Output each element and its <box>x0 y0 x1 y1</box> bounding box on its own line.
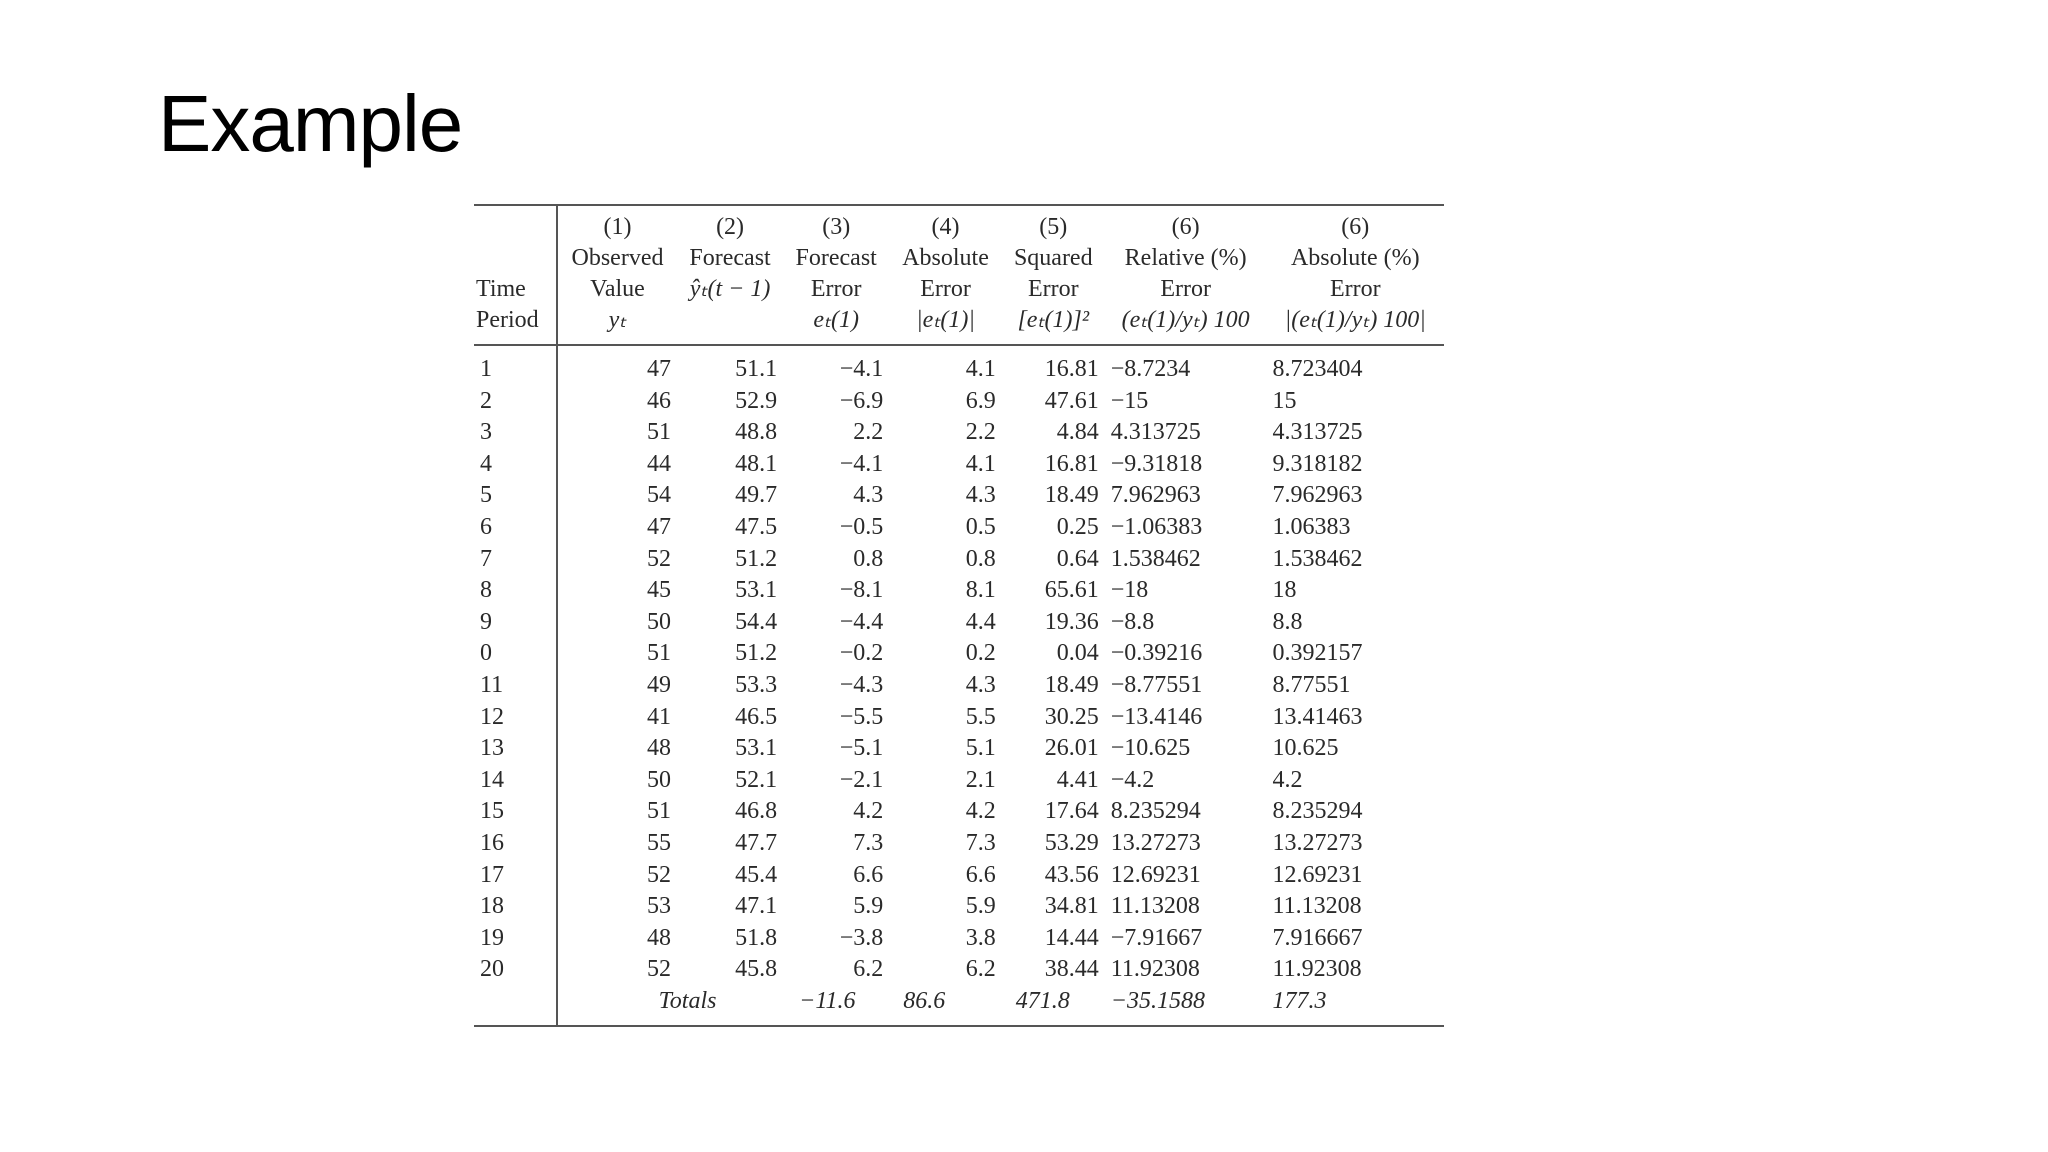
cell-forecast: 49.7 <box>735 482 778 509</box>
table-row <box>474 796 1444 828</box>
cell-forecast-error: −5.1 <box>839 735 884 762</box>
cell-observed-value: 46 <box>646 387 671 414</box>
cell-forecast: 52.9 <box>735 387 778 414</box>
cell-squared-error: 16.81 <box>1044 450 1099 477</box>
cell-absolute-percent-error: 1.538462 <box>1272 545 1363 572</box>
cell-relative-percent-error: −4.2 <box>1110 766 1155 793</box>
cell-forecast-error: 0.8 <box>853 545 884 572</box>
cell-relative-percent-error: 1.538462 <box>1110 545 1201 572</box>
cell-forecast: 51.2 <box>735 545 778 572</box>
header-line: Error <box>1027 276 1079 302</box>
table-row <box>474 345 1444 386</box>
cell-observed-value: 48 <box>646 735 671 762</box>
cell-observed-value: 51 <box>646 419 671 446</box>
cell-absolute-error: 5.9 <box>965 893 996 920</box>
header-line <box>681 305 779 336</box>
cell-absolute-percent-error: 8.8 <box>1272 608 1303 635</box>
cell-absolute-error: 0.2 <box>965 640 996 667</box>
cell-forecast-error: 7.3 <box>853 829 884 856</box>
cell-forecast: 48.1 <box>735 450 778 477</box>
cell-squared-error: 18.49 <box>1044 671 1099 698</box>
cell-forecast: 46.5 <box>735 703 778 730</box>
table-header <box>474 205 1444 345</box>
cell-observed-value: 52 <box>646 861 671 888</box>
cell-forecast-error: −4.3 <box>839 671 884 698</box>
cell-squared-error: 4.41 <box>1056 766 1099 793</box>
cell-squared-error: 34.81 <box>1044 893 1099 920</box>
cell-observed-value: 48 <box>646 924 671 951</box>
totals-absolute-percent-error: 177.3 <box>1272 987 1327 1014</box>
cell-relative-percent-error: 12.69231 <box>1110 861 1201 888</box>
cell-time-period: 12 <box>474 702 557 734</box>
cell-forecast-error: −8.1 <box>839 577 884 604</box>
cell-absolute-error: 2.2 <box>965 419 996 446</box>
table-footer <box>474 986 1444 1027</box>
cell-relative-percent-error: −18 <box>1110 577 1149 604</box>
cell-forecast: 51.1 <box>735 356 778 382</box>
cell-forecast-error: −0.5 <box>839 513 884 540</box>
header-line: Forecast <box>795 245 877 271</box>
cell-absolute-percent-error: 10.625 <box>1272 735 1339 762</box>
header-time-period <box>474 205 557 345</box>
cell-observed-value: 51 <box>646 798 671 825</box>
totals-label: Totals <box>658 987 717 1014</box>
cell-absolute-error: 0.5 <box>965 513 996 540</box>
header-line: Time <box>476 276 526 302</box>
cell-forecast: 51.8 <box>735 924 778 951</box>
cell-forecast: 52.1 <box>735 766 778 793</box>
totals-period-cell <box>474 986 557 1027</box>
cell-forecast: 53.3 <box>735 671 778 698</box>
cell-absolute-percent-error: 13.27273 <box>1272 829 1363 856</box>
table-row <box>474 670 1444 702</box>
header-line: Period <box>476 307 539 333</box>
cell-absolute-percent-error: 8.77551 <box>1272 671 1351 698</box>
cell-observed-value: 47 <box>646 513 671 540</box>
cell-forecast-error: −4.4 <box>839 608 884 635</box>
cell-relative-percent-error: −8.7234 <box>1110 356 1191 382</box>
cell-relative-percent-error: −8.77551 <box>1110 671 1203 698</box>
cell-forecast-error: −2.1 <box>839 766 884 793</box>
cell-forecast: 48.8 <box>735 419 778 446</box>
table-row <box>474 860 1444 892</box>
table-row <box>474 638 1444 670</box>
header-forecast-error <box>783 205 889 345</box>
cell-forecast: 47.1 <box>735 893 778 920</box>
cell-time-period: 16 <box>474 828 557 860</box>
cell-absolute-percent-error: 11.13208 <box>1272 893 1362 920</box>
cell-absolute-percent-error: 15 <box>1272 387 1297 414</box>
table-row <box>474 386 1444 418</box>
cell-absolute-percent-error: 7.962963 <box>1272 482 1363 509</box>
cell-time-period: 0 <box>474 638 557 670</box>
header-line: eₜ(1) <box>813 307 860 333</box>
cell-forecast-error: −4.1 <box>839 356 884 382</box>
header-row <box>474 205 1444 345</box>
header-line: Error <box>1160 276 1211 302</box>
cell-forecast: 54.4 <box>735 608 778 635</box>
cell-absolute-error: 4.4 <box>965 608 996 635</box>
cell-relative-percent-error: 4.313725 <box>1110 419 1201 446</box>
cell-forecast-error: −5.5 <box>839 703 884 730</box>
cell-absolute-error: 4.2 <box>965 798 996 825</box>
table-row <box>474 575 1444 607</box>
cell-absolute-error: 5.5 <box>965 703 996 730</box>
cell-time-period: 19 <box>474 923 557 955</box>
forecast-error-table <box>474 204 1444 1027</box>
cell-absolute-error: 4.1 <box>965 450 996 477</box>
cell-time-period: 3 <box>474 417 557 449</box>
header-line: |eₜ(1)| <box>916 307 975 333</box>
cell-squared-error: 18.49 <box>1044 482 1099 509</box>
cell-observed-value: 47 <box>646 356 671 382</box>
cell-relative-percent-error: −9.31818 <box>1110 450 1203 477</box>
totals-squared-error: 471.8 <box>1015 987 1070 1014</box>
table-row <box>474 544 1444 576</box>
cell-squared-error: 16.81 <box>1044 356 1099 382</box>
cell-forecast: 51.2 <box>735 640 778 667</box>
header-line: Relative (%) <box>1124 245 1247 271</box>
cell-observed-value: 50 <box>646 608 671 635</box>
cell-time-period: 17 <box>474 860 557 892</box>
cell-forecast: 47.5 <box>735 513 778 540</box>
cell-absolute-error: 6.9 <box>965 387 996 414</box>
header-squared-error <box>1002 205 1105 345</box>
cell-observed-value: 55 <box>646 829 671 856</box>
forecast-error-table-container <box>474 204 1444 1027</box>
table-row <box>474 480 1444 512</box>
cell-squared-error: 53.29 <box>1044 829 1099 856</box>
cell-squared-error: 30.25 <box>1044 703 1099 730</box>
header-line: (6) <box>1341 214 1370 240</box>
header-observed-value <box>557 205 677 345</box>
table-row <box>474 702 1444 734</box>
cell-absolute-percent-error: 7.916667 <box>1272 924 1363 951</box>
cell-relative-percent-error: 8.235294 <box>1110 798 1201 825</box>
cell-absolute-error: 6.2 <box>965 956 996 983</box>
cell-observed-value: 53 <box>646 893 671 920</box>
cell-relative-percent-error: −13.4146 <box>1110 703 1203 730</box>
header-line: (1) <box>603 214 632 240</box>
header-line: Observed <box>571 245 664 271</box>
totals-relative-percent-error: −35.1588 <box>1110 987 1205 1014</box>
cell-forecast: 45.4 <box>735 861 778 888</box>
cell-absolute-percent-error: 18 <box>1272 577 1297 604</box>
cell-relative-percent-error: −10.625 <box>1110 735 1191 762</box>
header-forecast <box>677 205 783 345</box>
cell-absolute-percent-error: 4.2 <box>1272 766 1303 793</box>
cell-time-period: 7 <box>474 544 557 576</box>
table-row <box>474 954 1444 986</box>
slide-title: Example <box>158 79 463 168</box>
cell-absolute-percent-error: 1.06383 <box>1272 513 1351 540</box>
cell-forecast-error: −0.2 <box>839 640 884 667</box>
cell-relative-percent-error: −0.39216 <box>1110 640 1203 667</box>
cell-time-period: 5 <box>474 480 557 512</box>
cell-absolute-error: 4.3 <box>965 482 996 509</box>
cell-relative-percent-error: −15 <box>1110 387 1149 414</box>
cell-absolute-error: 2.1 <box>965 766 996 793</box>
cell-squared-error: 17.64 <box>1044 798 1099 825</box>
cell-time-period: 13 <box>474 733 557 765</box>
table-row <box>474 449 1444 481</box>
table-row <box>474 765 1444 797</box>
cell-observed-value: 41 <box>646 703 671 730</box>
header-line: Absolute <box>902 245 989 271</box>
cell-absolute-error: 3.8 <box>965 924 996 951</box>
cell-absolute-percent-error: 13.41463 <box>1272 703 1363 730</box>
header-line: [eₜ(1)]² <box>1017 307 1090 333</box>
table-body <box>474 345 1444 986</box>
cell-time-period: 6 <box>474 512 557 544</box>
cell-time-period: 9 <box>474 607 557 639</box>
cell-squared-error: 65.61 <box>1044 577 1099 604</box>
cell-squared-error: 0.04 <box>1056 640 1099 667</box>
cell-squared-error: 47.61 <box>1044 387 1099 414</box>
cell-absolute-percent-error: 4.313725 <box>1272 419 1363 446</box>
cell-time-period: 8 <box>474 575 557 607</box>
cell-absolute-percent-error: 8.723404 <box>1272 356 1363 382</box>
header-line: (2) <box>716 214 745 240</box>
cell-forecast-error: 2.2 <box>853 419 884 446</box>
cell-observed-value: 52 <box>646 956 671 983</box>
cell-absolute-error: 8.1 <box>965 577 996 604</box>
cell-absolute-percent-error: 0.392157 <box>1272 640 1363 667</box>
cell-absolute-percent-error: 8.235294 <box>1272 798 1363 825</box>
cell-absolute-error: 6.6 <box>965 861 996 888</box>
cell-squared-error: 19.36 <box>1044 608 1099 635</box>
cell-observed-value: 45 <box>646 577 671 604</box>
cell-time-period: 20 <box>474 954 557 986</box>
header-line: Absolute (%) <box>1290 245 1420 271</box>
cell-forecast-error: 4.2 <box>853 798 884 825</box>
table-row <box>474 923 1444 955</box>
header-line: (5) <box>1039 214 1068 240</box>
cell-time-period: 11 <box>474 670 557 702</box>
header-line: Squared <box>1013 245 1093 271</box>
cell-squared-error: 38.44 <box>1044 956 1099 983</box>
cell-squared-error: 0.64 <box>1056 545 1099 572</box>
header-line: ŷₜ(t − 1) <box>689 276 771 302</box>
header-line: Error <box>920 276 971 302</box>
cell-time-period: 2 <box>474 386 557 418</box>
cell-forecast-error: −4.1 <box>839 450 884 477</box>
cell-relative-percent-error: 11.13208 <box>1110 893 1200 920</box>
header-line: Error <box>810 276 862 302</box>
cell-forecast-error: 5.9 <box>853 893 884 920</box>
table-row <box>474 512 1444 544</box>
cell-observed-value: 44 <box>646 450 671 477</box>
cell-forecast-error: 6.6 <box>853 861 884 888</box>
cell-absolute-error: 7.3 <box>965 829 996 856</box>
cell-time-period: 14 <box>474 765 557 797</box>
cell-forecast-error: 4.3 <box>853 482 884 509</box>
cell-time-period: 4 <box>474 449 557 481</box>
header-absolute-error <box>889 205 1002 345</box>
cell-forecast-error: −3.8 <box>839 924 884 951</box>
cell-relative-percent-error: 13.27273 <box>1110 829 1201 856</box>
cell-time-period: 1 <box>474 345 557 386</box>
header-line: Error <box>1329 276 1381 302</box>
cell-squared-error: 0.25 <box>1056 513 1099 540</box>
table-row <box>474 828 1444 860</box>
cell-absolute-error: 0.8 <box>965 545 996 572</box>
header-absolute-percent-error <box>1267 205 1444 345</box>
cell-relative-percent-error: 7.962963 <box>1110 482 1201 509</box>
cell-relative-percent-error: 11.92308 <box>1110 956 1200 983</box>
cell-forecast-error: −6.9 <box>839 387 884 414</box>
table-row <box>474 607 1444 639</box>
cell-absolute-error: 4.1 <box>965 356 996 382</box>
table-row <box>474 733 1444 765</box>
cell-absolute-percent-error: 9.318182 <box>1272 450 1363 477</box>
cell-squared-error: 14.44 <box>1044 924 1099 951</box>
header-line: yₜ <box>608 307 627 333</box>
cell-forecast: 53.1 <box>735 577 778 604</box>
cell-observed-value: 49 <box>646 671 671 698</box>
cell-observed-value: 54 <box>646 482 671 509</box>
cell-relative-percent-error: −7.91667 <box>1110 924 1203 951</box>
header-line: |(eₜ(1)/yₜ) 100| <box>1284 307 1426 333</box>
cell-squared-error: 4.84 <box>1056 419 1099 446</box>
cell-absolute-error: 4.3 <box>965 671 996 698</box>
cell-absolute-error: 5.1 <box>965 735 996 762</box>
header-relative-percent-error <box>1105 205 1267 345</box>
cell-relative-percent-error: −1.06383 <box>1110 513 1203 540</box>
header-line: (4) <box>931 214 960 240</box>
cell-time-period: 15 <box>474 796 557 828</box>
cell-forecast: 47.7 <box>735 829 778 856</box>
cell-forecast-error: 6.2 <box>853 956 884 983</box>
header-line: Forecast <box>689 245 771 271</box>
totals-absolute-error: 86.6 <box>903 987 946 1014</box>
cell-squared-error: 43.56 <box>1044 861 1099 888</box>
cell-squared-error: 26.01 <box>1044 735 1099 762</box>
cell-time-period: 18 <box>474 891 557 923</box>
cell-absolute-percent-error: 11.92308 <box>1272 956 1362 983</box>
totals-forecast-error: −11.6 <box>799 987 856 1014</box>
cell-observed-value: 50 <box>646 766 671 793</box>
table-row <box>474 417 1444 449</box>
cell-forecast: 46.8 <box>735 798 778 825</box>
header-line: (3) <box>822 214 851 240</box>
totals-row <box>474 986 1444 1027</box>
table-row <box>474 891 1444 923</box>
cell-relative-percent-error: −8.8 <box>1110 608 1155 635</box>
cell-observed-value: 52 <box>646 545 671 572</box>
header-line: (6) <box>1171 214 1200 240</box>
header-line: Value <box>590 276 645 302</box>
cell-forecast: 53.1 <box>735 735 778 762</box>
header-line: (eₜ(1)/yₜ) 100 <box>1121 307 1250 333</box>
cell-forecast: 45.8 <box>735 956 778 983</box>
cell-absolute-percent-error: 12.69231 <box>1272 861 1363 888</box>
cell-observed-value: 51 <box>646 640 671 667</box>
